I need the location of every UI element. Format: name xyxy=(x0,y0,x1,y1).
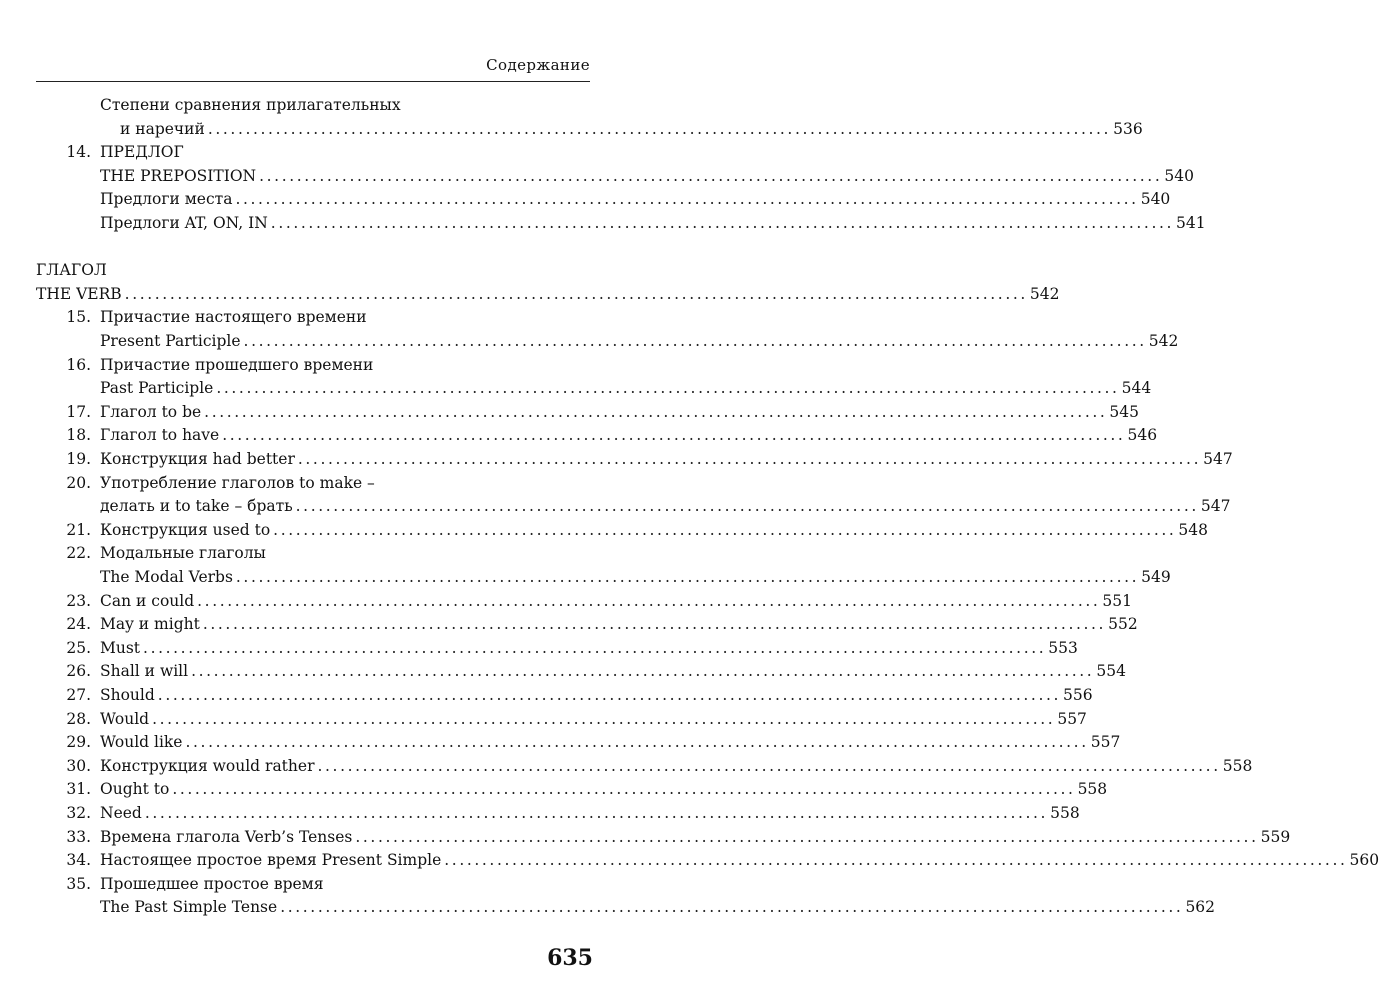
running-header xyxy=(36,56,590,82)
toc-entry-label: Глагол to be xyxy=(100,402,202,421)
toc-entry-label: Present Participle xyxy=(100,332,241,350)
toc-entry-label: Предлоги места xyxy=(100,190,233,209)
toc-item-title: Употребление глаголов to make – xyxy=(100,473,375,492)
spacer xyxy=(0,236,643,259)
toc-item-number: 31. xyxy=(66,780,91,799)
toc-entry-page: 546 xyxy=(1127,426,1158,445)
toc-entry-page: 544 xyxy=(1121,379,1152,398)
dot-leader: ........................................................................................................................ xyxy=(185,733,1089,752)
toc-row xyxy=(0,708,1087,731)
dot-leader: ........................................................................................................................ xyxy=(172,780,1076,799)
toc-entry-page: 547 xyxy=(1200,497,1231,516)
toc-entry[interactable] xyxy=(100,377,1152,400)
toc-entry-page: 560 xyxy=(1349,851,1379,870)
toc-entry-page: 559 xyxy=(1260,827,1291,846)
toc-entry[interactable] xyxy=(100,613,1138,636)
toc-entry-label: The Modal Verbs xyxy=(100,568,233,586)
toc-row xyxy=(0,637,1078,660)
toc-item-number: 32. xyxy=(66,804,91,822)
toc-entry-page: 558 xyxy=(1222,756,1253,775)
toc-row xyxy=(0,590,1132,613)
toc-entry[interactable] xyxy=(100,519,1209,542)
dot-leader: ........................................................................................................................ xyxy=(202,615,1107,634)
toc-row xyxy=(0,118,1143,141)
dot-leader: ........................................................................................................................ xyxy=(295,497,1199,516)
toc-entry-label: Конструкция would rather xyxy=(100,756,315,775)
toc-item-title: Причастие настоящего времени xyxy=(100,308,367,327)
toc-item-number: 35. xyxy=(66,874,91,893)
toc-row xyxy=(0,873,643,896)
toc-entry-page: 541 xyxy=(1176,214,1206,232)
toc-item-number: 25. xyxy=(66,638,91,657)
toc-entry-page: 558 xyxy=(1050,804,1080,822)
toc-row xyxy=(0,519,1209,542)
toc-item-number: 23. xyxy=(66,591,91,610)
toc-entry[interactable] xyxy=(100,401,1140,424)
toc-entry-page: 558 xyxy=(1077,780,1108,799)
toc-row xyxy=(0,495,1231,518)
toc-entry-label: Глагол to have xyxy=(100,426,220,445)
toc-row xyxy=(0,165,1194,188)
toc-entry-page: 552 xyxy=(1108,615,1138,634)
toc-entry[interactable] xyxy=(100,802,1080,825)
dot-leader: ........................................................................................................................ xyxy=(444,851,1348,870)
page-number: 635 xyxy=(547,945,593,971)
toc-item-title: ПРЕДЛОГ xyxy=(100,143,184,162)
toc-item-number: 28. xyxy=(66,709,91,728)
dot-leader: ........................................................................................................................ xyxy=(143,638,1047,657)
toc-entry-page: 547 xyxy=(1203,450,1233,468)
toc-row xyxy=(0,826,1291,849)
toc-row xyxy=(0,188,1171,211)
toc-item-number: 17. xyxy=(66,402,91,421)
toc-entry-label: делать и to take – брать xyxy=(100,497,293,516)
toc-entry-page: 556 xyxy=(1063,686,1093,704)
toc-entry-label: Предлоги AT, ON, IN xyxy=(100,214,268,232)
toc-row xyxy=(0,401,1140,424)
toc-row xyxy=(0,259,643,282)
toc-entry[interactable] xyxy=(100,448,1233,471)
toc-row xyxy=(0,424,1158,447)
toc-item-number: 27. xyxy=(66,686,91,704)
toc-entry-page: 548 xyxy=(1178,520,1209,539)
toc-entry-page: 553 xyxy=(1048,638,1078,657)
toc-item-number: 29. xyxy=(66,733,91,752)
dot-leader: ........................................................................................................................ xyxy=(124,284,1028,303)
dot-leader: ........................................................................................................................ xyxy=(235,568,1140,586)
toc-entry[interactable] xyxy=(100,826,1291,849)
toc-row xyxy=(0,613,1138,636)
toc-item-number: 19. xyxy=(66,450,91,468)
toc-entry[interactable] xyxy=(100,755,1253,778)
toc-entry-page: 551 xyxy=(1102,591,1132,610)
toc-entry-label: THE PREPOSITION xyxy=(100,166,257,185)
toc-item-number: 18. xyxy=(66,426,91,445)
toc-row xyxy=(0,448,1233,471)
toc-item-number: 22. xyxy=(66,544,91,563)
toc-entry-page: 540 xyxy=(1164,166,1194,185)
toc-entry-label: Would like xyxy=(100,733,183,752)
toc-entry[interactable] xyxy=(100,660,1126,683)
toc-item-number: 33. xyxy=(66,827,91,846)
toc-item-number: 34. xyxy=(66,851,91,870)
toc-row xyxy=(0,755,1253,778)
toc-entry-page: 540 xyxy=(1140,190,1171,209)
toc-entry[interactable] xyxy=(100,708,1087,731)
toc-row xyxy=(0,330,1179,353)
toc-row xyxy=(0,472,643,495)
toc-entry-label: Past Participle xyxy=(100,379,214,398)
toc-entry[interactable] xyxy=(100,566,1171,589)
toc-row xyxy=(0,377,1152,400)
toc-entry[interactable] xyxy=(100,330,1179,353)
dot-leader: ........................................................................................................................ xyxy=(243,332,1147,350)
toc-row xyxy=(0,566,1171,589)
toc-section-heading: ГЛАГОЛ xyxy=(36,261,107,280)
toc-entry-label: Should xyxy=(100,686,155,704)
toc-row xyxy=(0,896,1216,919)
dot-leader: ........................................................................................................................ xyxy=(297,450,1202,468)
toc-item-number: 30. xyxy=(66,756,91,775)
toc-entry-label: Shall и will xyxy=(100,662,189,681)
toc-row xyxy=(0,542,643,565)
toc-row xyxy=(0,212,1206,235)
dot-leader: ........................................................................................................................ xyxy=(197,591,1101,610)
dot-leader: ........................................................................................................................ xyxy=(270,214,1175,232)
dot-leader: ........................................................................................................................ xyxy=(152,709,1056,728)
toc-entry-page: 562 xyxy=(1185,898,1216,917)
toc-entry[interactable] xyxy=(100,212,1206,235)
toc-entry[interactable] xyxy=(100,637,1078,660)
toc-row xyxy=(0,354,643,377)
toc-entry[interactable] xyxy=(100,778,1108,801)
toc-entry[interactable] xyxy=(100,590,1132,613)
toc-entry-page: 557 xyxy=(1057,709,1087,728)
toc-entry-label: May и might xyxy=(100,615,200,634)
dot-leader: ........................................................................................................................ xyxy=(317,756,1221,775)
toc-entry-label: Конструкция used to xyxy=(100,520,271,539)
toc-entry-page: 542 xyxy=(1148,332,1179,350)
toc-item-number: 24. xyxy=(66,615,91,634)
toc-row xyxy=(0,778,1108,801)
toc-row xyxy=(0,141,643,164)
toc-entry[interactable] xyxy=(100,684,1093,707)
dot-leader: ........................................................................................................................ xyxy=(191,662,1095,681)
toc-entry-label: Would xyxy=(100,709,150,728)
toc-entry-label: THE VERB xyxy=(36,284,122,303)
toc-entry-page: 554 xyxy=(1096,662,1126,681)
toc-entry-label: The Past Simple Tense xyxy=(100,898,278,917)
dot-leader: ........................................................................................................................ xyxy=(216,379,1120,398)
toc-row xyxy=(0,731,1121,754)
toc-item-title: Степени сравнения прилагательных xyxy=(100,96,401,114)
toc-entry-label: Need xyxy=(100,804,142,822)
toc-entry-page: 549 xyxy=(1141,568,1171,586)
dot-leader: ........................................................................................................................ xyxy=(204,402,1108,421)
toc-item-title: Прошедшее простое время xyxy=(100,874,324,893)
toc-item-number: 14. xyxy=(66,143,91,162)
toc-row xyxy=(0,660,1126,683)
toc-row xyxy=(0,283,1060,306)
toc-entry-label: и наречий xyxy=(120,119,205,138)
toc-row xyxy=(0,802,1080,825)
dot-leader: ........................................................................................................................ xyxy=(144,804,1049,822)
dot-leader: ........................................................................................................................ xyxy=(280,898,1184,917)
toc-item-number: 21. xyxy=(66,520,91,539)
dot-leader: ........................................................................................................................ xyxy=(273,520,1177,539)
toc-item-number: 20. xyxy=(66,473,91,492)
toc-item-number: 15. xyxy=(66,308,91,327)
toc-entry[interactable] xyxy=(100,731,1121,754)
toc-entry[interactable] xyxy=(100,849,1379,872)
toc-entry-page: 557 xyxy=(1090,733,1121,752)
dot-leader: ........................................................................................................................ xyxy=(222,426,1126,445)
toc-entry[interactable] xyxy=(100,495,1231,518)
toc-entry-page: 542 xyxy=(1029,284,1060,303)
dot-leader: ........................................................................................................................ xyxy=(207,119,1112,138)
toc-entry-label: Настоящее простое время Present Simple xyxy=(100,851,442,870)
toc-item-number: 26. xyxy=(66,662,91,681)
toc-entry[interactable] xyxy=(100,188,1171,211)
toc-entry[interactable] xyxy=(100,896,1216,919)
running-header-title: Содержание xyxy=(486,56,590,74)
toc-entry[interactable] xyxy=(36,283,1060,306)
toc-item-title: Причастие прошедшего времени xyxy=(100,355,374,374)
toc-entry-label: Конструкция had better xyxy=(100,450,295,468)
toc-entry-label: Must xyxy=(100,638,141,657)
toc-item-number: 16. xyxy=(66,355,91,374)
toc-entry-page: 545 xyxy=(1109,402,1140,421)
toc-row xyxy=(0,306,643,329)
toc-entry-label: Can и could xyxy=(100,591,195,610)
toc-item-title: Модальные глаголы xyxy=(100,544,266,563)
toc-row xyxy=(0,94,643,117)
toc-row xyxy=(0,849,1379,872)
toc-entry-page: 536 xyxy=(1113,119,1143,138)
toc-entry[interactable] xyxy=(100,424,1158,447)
dot-leader: ........................................................................................................................ xyxy=(259,166,1163,185)
dot-leader: ........................................................................................................................ xyxy=(235,190,1139,209)
dot-leader: ........................................................................................................................ xyxy=(157,686,1062,704)
dot-leader: ........................................................................................................................ xyxy=(355,827,1259,846)
toc-entry-label: Ought to xyxy=(100,780,170,799)
toc-row xyxy=(0,684,1093,707)
toc-entry[interactable] xyxy=(120,118,1143,141)
toc-entry[interactable] xyxy=(100,165,1194,188)
toc-entry-label: Времена глагола Verb’s Tenses xyxy=(100,827,353,846)
